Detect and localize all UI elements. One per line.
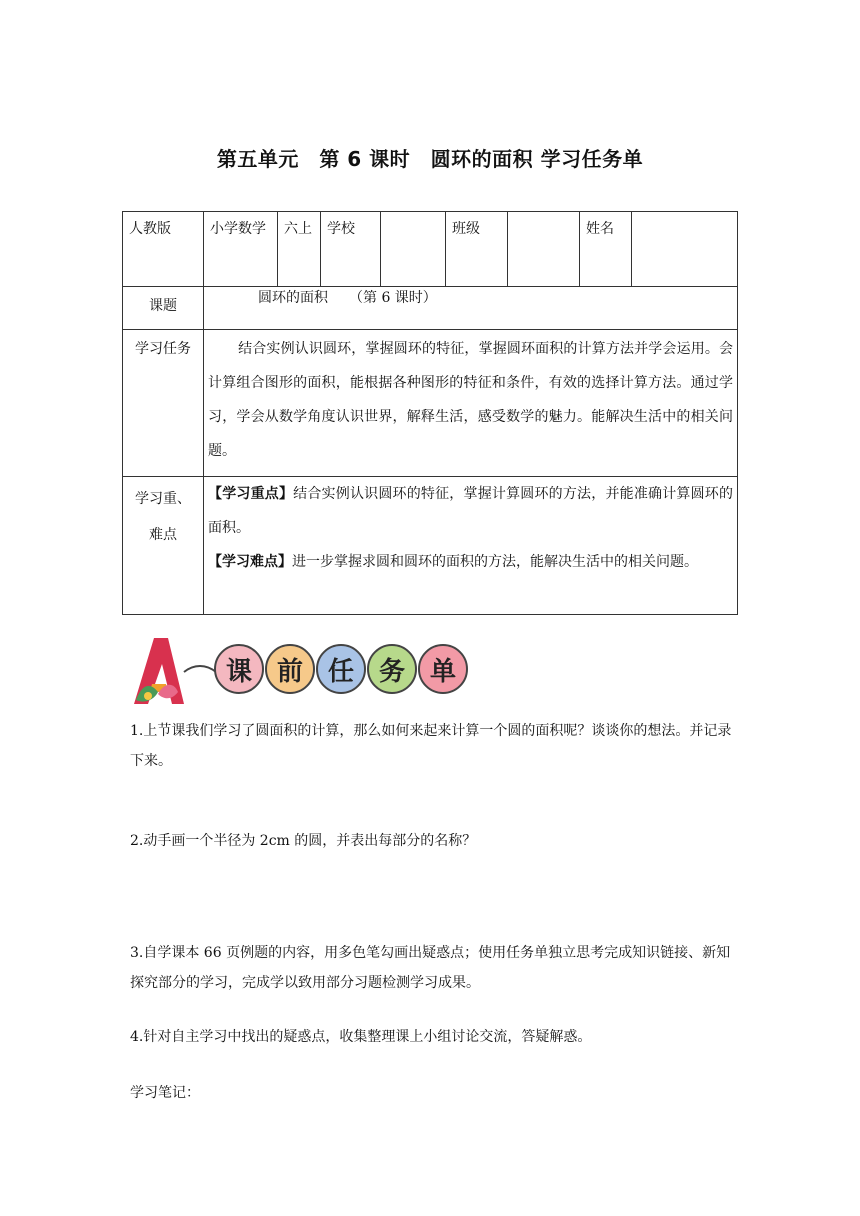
key-row xyxy=(123,477,738,615)
header-row xyxy=(123,212,738,287)
school-field[interactable] xyxy=(381,212,446,287)
topic-label: 课题 xyxy=(123,287,204,330)
name-field[interactable] xyxy=(632,212,738,287)
notes-label: 学习笔记： xyxy=(130,1085,200,1101)
question-3: 3.自学课本 66 页例题的内容，用多色笔勾画出疑惑点；使用任务单独立思考完成知识链接、新知探究部分的学习，完成学以致用部分习题检测学习成果。 xyxy=(130,945,731,991)
class-field[interactable] xyxy=(508,212,580,287)
banner-char-wu: 务 xyxy=(367,644,417,694)
grade-cell: 六上 xyxy=(278,212,321,287)
subject-cell: 小学数学 xyxy=(204,212,278,287)
topic-value: 圆环的面积 （第 6 课时） xyxy=(204,287,738,330)
page-title: 第五单元 第 6 课时 圆环的面积 学习任务单 xyxy=(216,147,644,171)
banner-char-ke: 课 xyxy=(214,644,264,694)
topic-row xyxy=(123,287,738,330)
task-text: 结合实例认识圆环，掌握圆环的特征，掌握圆环面积的计算方法并学会运用。会计算组合图形的面积，能根据各种图形的特征和条件，有效的选择计算方法。通过学习，学会从数学角度认识世界，解释生活，感受数学的魅力。能解决生活中的相关问题。 xyxy=(204,330,738,477)
task-label: 学习任务 xyxy=(123,330,204,477)
question-4: 4.针对自主学习中找出的疑惑点，收集整理课上小组讨论交流，答疑解惑。 xyxy=(130,1029,592,1045)
difficult-text: 进一步掌握求圆和圆环的面积的方法，能解决生活中的相关问题。 xyxy=(292,554,698,570)
banner-char-qian: 前 xyxy=(265,644,315,694)
task-row xyxy=(123,330,738,477)
name-label: 姓名 xyxy=(580,212,632,287)
question-1: 1.上节课我们学习了圆面积的计算，那么如何来起来计算一个圆的面积呢？谈谈你的想法。并记录下来。 xyxy=(130,723,732,769)
class-label: 班级 xyxy=(446,212,508,287)
edition-cell: 人教版 xyxy=(123,212,204,287)
key-label: 学习重、难点 xyxy=(123,477,204,615)
key-point-tag: 【学习重点】 xyxy=(208,486,294,502)
decorative-a-icon xyxy=(128,634,223,706)
key-point-text: 结合实例认识圆环的特征，掌握计算圆环的方法，并能准确计算圆环的面积。 xyxy=(208,486,734,536)
difficult-tag: 【学习难点】 xyxy=(208,554,292,570)
key-content xyxy=(204,477,738,615)
banner-char-ren: 任 xyxy=(316,644,366,694)
pre-class-banner xyxy=(128,634,468,706)
question-2: 2.动手画一个半径为 2cm 的圆，并表出每部分的名称？ xyxy=(130,833,477,849)
banner-char-dan: 单 xyxy=(418,644,468,694)
info-table xyxy=(122,211,738,615)
school-label: 学校 xyxy=(321,212,381,287)
